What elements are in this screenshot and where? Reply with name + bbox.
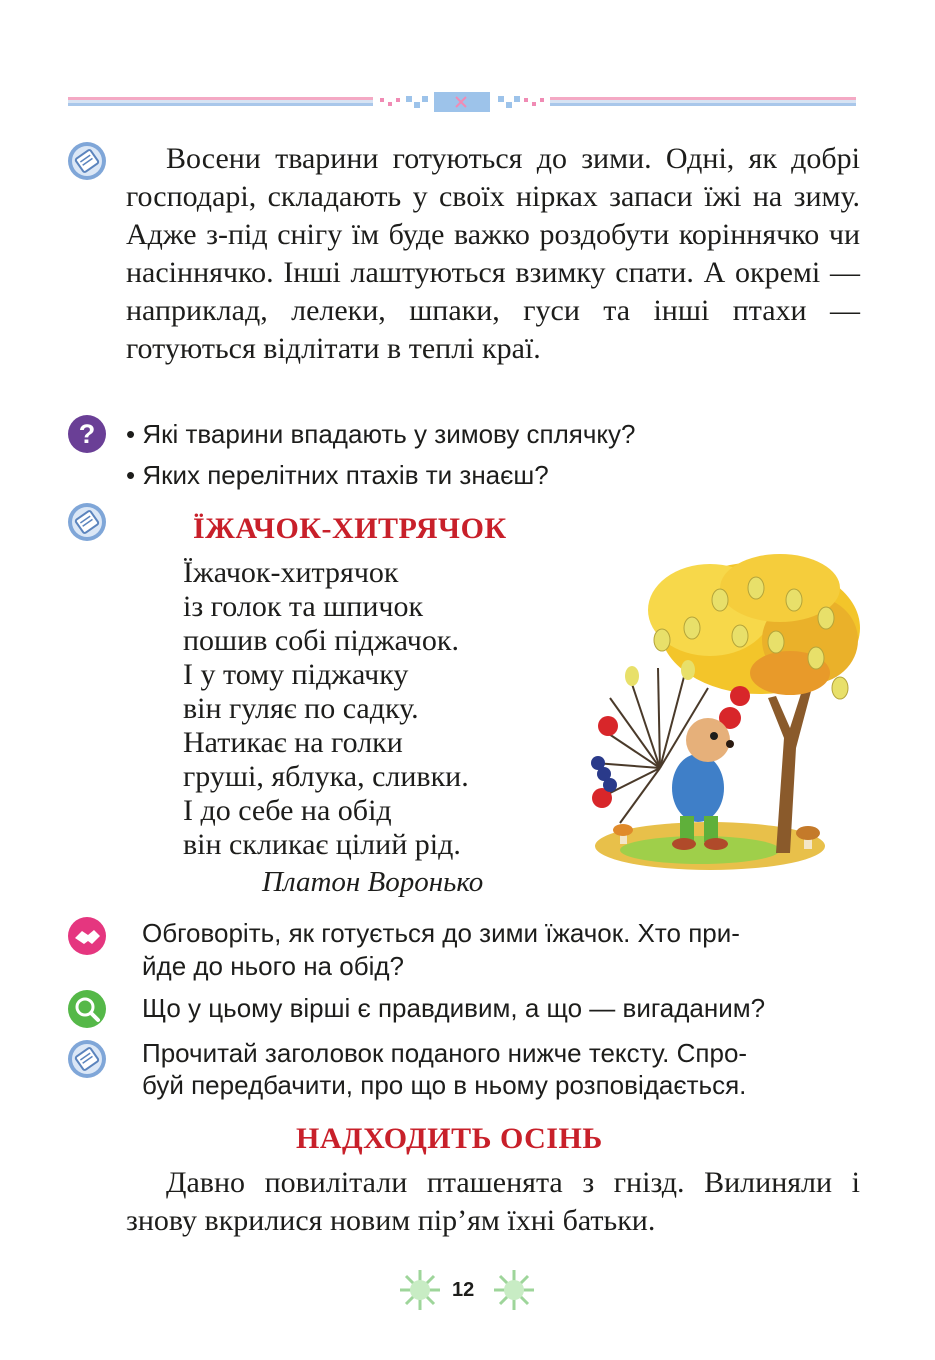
poem-line: із голок та шпичок (183, 590, 424, 623)
poem-line: пошив собі піджачок. (183, 624, 459, 657)
snowflake-ornament-icon (492, 1268, 536, 1312)
task-read-line-2: буй передбачити, про що в ньому розповідається. (142, 1070, 747, 1100)
task-analyze: Що у цьому вірші є правдивим, а що — вигаданим? (142, 993, 766, 1023)
section-title: НАДХОДИТЬ ОСІНЬ (296, 1122, 603, 1155)
task-discuss-line-1: Обговоріть, як готується до зими їжачок. Хто при- (142, 918, 740, 948)
handshake-icon (67, 916, 107, 956)
svg-text:?: ? (78, 419, 96, 449)
poem-text (183, 556, 469, 862)
poem-title: ЇЖАЧОК-ХИТРЯЧОК (193, 512, 507, 545)
section-paragraph: Давно повилітали пташенята з гнізд. Вилиняли і знову вкрилися новим пір’ям їхні батьки. (126, 1166, 860, 1237)
hedgehog-illustration (580, 548, 864, 873)
question-1: • Які тварини впадають у зимову сплячку? (126, 419, 636, 449)
poem-line: Їжачок-хитрячок (183, 556, 399, 589)
poem-line: Натикає на голки (183, 726, 403, 759)
question-mark-icon (67, 414, 107, 454)
task-read-line-1: Прочитай заголовок поданого нижче тексту. Спро- (142, 1038, 748, 1068)
book-reading-icon (67, 141, 107, 181)
top-ornament (68, 88, 856, 116)
poem-line: І до себе на обід (183, 794, 392, 827)
question-2: • Яких перелітних птахів ти знаєш? (126, 460, 549, 490)
magnifier-icon (67, 989, 107, 1029)
poem-line: груші, яблука, сливки. (183, 760, 469, 793)
task-discuss-line-2: йде до нього на обід? (142, 951, 404, 981)
poem-line: він гуляє по садку. (183, 692, 419, 725)
snowflake-ornament-icon (398, 1268, 442, 1312)
poem-author: Платон Воронько (262, 866, 484, 898)
page-number: 12 (452, 1279, 475, 1301)
poem-line: він скликає цілий рід. (183, 828, 461, 861)
poem-line: І у тому піджачку (183, 658, 409, 691)
book-reading-icon (67, 502, 107, 542)
book-reading-icon (67, 1039, 107, 1079)
intro-paragraph: Восени тварини готуються до зими. Одні, як добрі господарі, складають у своїх нірках запаси їжі на зиму. Адже з-під снігу їм буде важко роздобути коріннячко чи насіннячко. Інші лаштуються взимку спати. А окремі — наприклад, лелеки, шпаки, гуси та інші птахи — готуються відлітати в теплі краї. (126, 142, 860, 365)
